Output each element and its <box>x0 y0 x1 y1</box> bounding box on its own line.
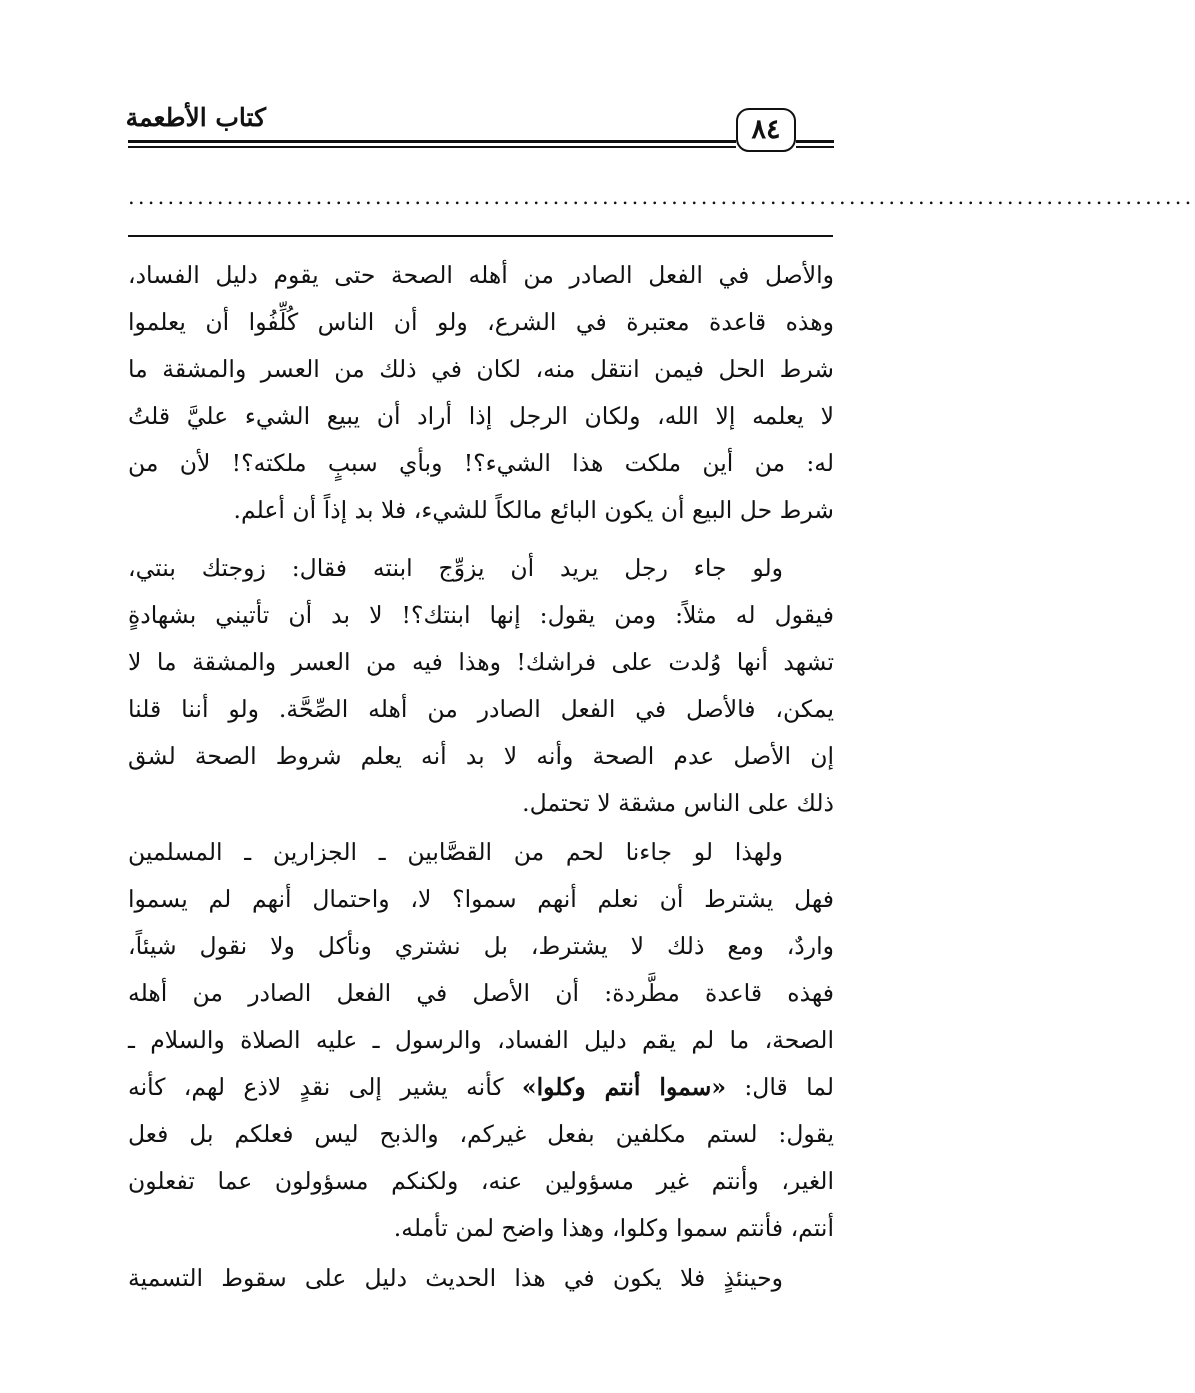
text-line: تشهد أنها وُلدت على فراشك! وهذا فيه من العسر والمشقة ما لا <box>128 648 834 676</box>
text-line: ولهذا لو جاءنا لحم من القصَّابين ـ الجزارين ـ المسلمين <box>128 838 783 866</box>
text-line: شرط حل البيع أن يكون البائع مالكاً للشيء، فلا بد إذاً أن أعلم. <box>233 496 834 524</box>
text-line: الصحة، ما لم يقم دليل الفساد، والرسول ـ عليه الصلاة والسلام ـ <box>128 1026 834 1054</box>
text-line: يقول: لستم مكلفين بفعل غيركم، والذبح ليس فعلكم بل فعل <box>128 1120 834 1148</box>
hadith-quote: «سموا أنتم وكلوا» <box>521 1073 727 1101</box>
header-rule-right-thin <box>796 146 834 148</box>
text-line: له: من أين ملكت هذا الشيء؟! وبأي سببٍ ملكته؟! لأن من <box>128 449 834 477</box>
text-line: أنتم، فأنتم سموا وكلوا، وهذا واضح لمن تأمله. <box>393 1214 834 1242</box>
header-rule-left-thin <box>128 146 736 148</box>
text-line: يمكن، فالأصل في الفعل الصادر من أهله الصِّحَّة. ولو أننا قلنا <box>128 695 834 723</box>
text-line-with-hadith-quote <box>128 1067 834 1107</box>
text-line: شرط الحل فيمن انتقل منه، لكان في ذلك من العسر والمشقة ما <box>128 355 834 383</box>
quote-continuation: كأنه يشير إلى نقدٍ لاذع لهم، كأنه <box>128 1073 504 1101</box>
text-line: الغير، وأنتم غير مسؤولين عنه، ولكنكم مسؤولون عما تفعلون <box>128 1167 834 1195</box>
text-line: فيقول له مثلاً: ومن يقول: إنها ابنتك؟! لا بد أن تأتيني بشهادةٍ <box>128 601 834 629</box>
footnote-separator-line <box>128 235 833 237</box>
text-line: ذلك على الناس مشقة لا تحتمل. <box>522 789 834 817</box>
text-line: فهل يشترط أن نعلم أنهم سموا؟ لا، واحتمال أنهم لم يسموا <box>128 885 834 913</box>
text-line: إن الأصل عدم الصحة وأنه لا بد أنه يعلم شروط الصحة لشق <box>128 742 834 770</box>
text-line: لا يعلمه إلا الله، ولكان الرجل إذا أراد أن يبيع الشيء عليَّ قلتُ <box>128 402 834 430</box>
dotted-separator: ............................................................................................................ <box>128 185 1195 209</box>
quote-intro: لما قال: <box>726 1073 834 1101</box>
text-line: واردٌ، ومع ذلك لا يشترط، بل نشتري ونأكل ولا نقول شيئاً، <box>128 932 834 960</box>
page-number: ٨٤ <box>736 108 796 152</box>
text-line: وهذه قاعدة معتبرة في الشرع، ولو أن الناس كُلِّفُوا أن يعلموا <box>128 308 834 336</box>
header-rule-right-thick <box>796 140 834 143</box>
text-line: فهذه قاعدة مطَّردة: أن الأصل في الفعل الصادر من أهله <box>128 979 834 1007</box>
text-line: وحينئذٍ فلا يكون في هذا الحديث دليل على سقوط التسمية <box>128 1264 783 1292</box>
header-rule-left-thick <box>128 140 736 143</box>
running-header-title: كتاب الأطعمة <box>125 103 266 132</box>
text-line: ولو جاء رجل يريد أن يزوِّج ابنته فقال: زوجتك بنتي، <box>128 554 783 582</box>
text-line: والأصل في الفعل الصادر من أهله الصحة حتى يقوم دليل الفساد، <box>128 261 834 289</box>
